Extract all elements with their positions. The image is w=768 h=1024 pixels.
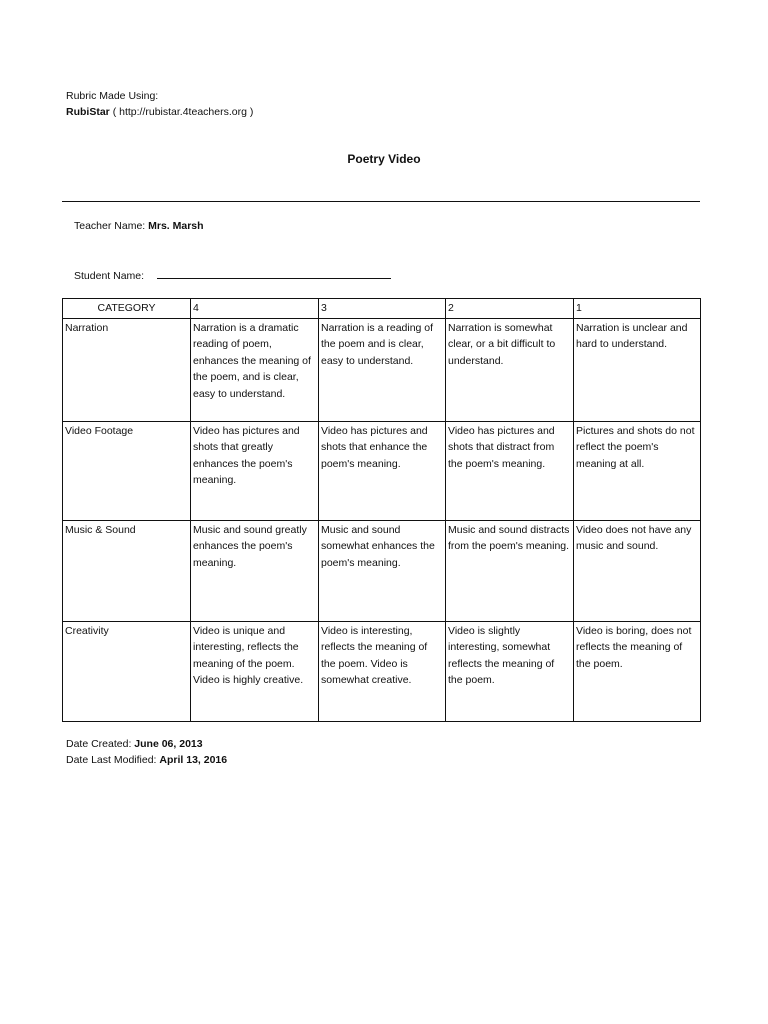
table-row — [63, 621, 701, 721]
source-url: ( http://rubistar.4teachers.org ) — [112, 106, 254, 118]
date-modified-row — [66, 752, 227, 768]
category-cell: Creativity — [63, 621, 191, 721]
criteria-cell: Video is slightly interesting, somewhat reflects the meaning of the poem. — [446, 621, 574, 721]
teacher-name-value: Mrs. Marsh — [148, 220, 204, 232]
column-header-category: CATEGORY — [63, 299, 191, 319]
criteria-cell: Narration is somewhat clear, or a bit difficult to understand. — [446, 318, 574, 421]
source-line — [66, 104, 253, 120]
column-header-score-2: 2 — [446, 299, 574, 319]
date-created-row — [66, 736, 227, 752]
category-cell: Music & Sound — [63, 520, 191, 621]
criteria-cell: Video is unique and interesting, reflects the meaning of the poem. Video is highly creative. — [191, 621, 319, 721]
student-name-label: Student Name: — [74, 270, 145, 282]
criteria-cell: Music and sound greatly enhances the poem's meaning. — [191, 520, 319, 621]
criteria-cell: Video has pictures and shots that greatly enhances the poem's meaning. — [191, 421, 319, 520]
criteria-cell: Video is interesting, reflects the meaning of the poem. Video is somewhat creative. — [319, 621, 446, 721]
student-name-row — [74, 268, 391, 282]
criteria-cell: Pictures and shots do not reflect the poem's meaning at all. — [574, 421, 701, 520]
criteria-cell: Narration is a dramatic reading of poem, enhances the meaning of the poem, and is clear, easy to understand. — [191, 318, 319, 421]
rubric-table — [62, 298, 701, 722]
criteria-cell: Music and sound somewhat enhances the poem's meaning. — [319, 520, 446, 621]
criteria-cell: Video is boring, does not reflects the meaning of the poem. — [574, 621, 701, 721]
table-row — [63, 318, 701, 421]
criteria-cell: Video has pictures and shots that distract from the poem's meaning. — [446, 421, 574, 520]
date-modified-label: Date Last Modified: — [66, 754, 157, 766]
criteria-cell: Video does not have any music and sound. — [574, 520, 701, 621]
column-header-score-1: 1 — [574, 299, 701, 319]
made-using-label: Rubric Made Using: — [66, 90, 159, 102]
criteria-cell: Narration is a reading of the poem and is clear, easy to understand. — [319, 318, 446, 421]
brand-name: RubiStar — [66, 106, 110, 118]
column-header-score-4: 4 — [191, 299, 319, 319]
category-cell: Video Footage — [63, 421, 191, 520]
column-header-score-3: 3 — [319, 299, 446, 319]
table-header-row — [63, 299, 701, 319]
criteria-cell: Music and sound distracts from the poem's meaning. — [446, 520, 574, 621]
date-info — [66, 736, 227, 768]
table-row — [63, 421, 701, 520]
criteria-cell: Video has pictures and shots that enhance the poem's meaning. — [319, 421, 446, 520]
teacher-name-row — [74, 220, 204, 232]
date-modified-value: April 13, 2016 — [159, 754, 228, 766]
title-divider — [62, 201, 700, 202]
date-created-label: Date Created: — [66, 738, 132, 750]
criteria-cell: Narration is unclear and hard to understand. — [574, 318, 701, 421]
student-name-blank — [157, 268, 391, 279]
rubric-source — [66, 88, 253, 120]
page-title: Poetry Video — [347, 152, 421, 166]
date-created-value: June 06, 2013 — [134, 738, 203, 750]
table-row — [63, 520, 701, 621]
category-cell: Narration — [63, 318, 191, 421]
teacher-name-label: Teacher Name: — [74, 220, 146, 232]
